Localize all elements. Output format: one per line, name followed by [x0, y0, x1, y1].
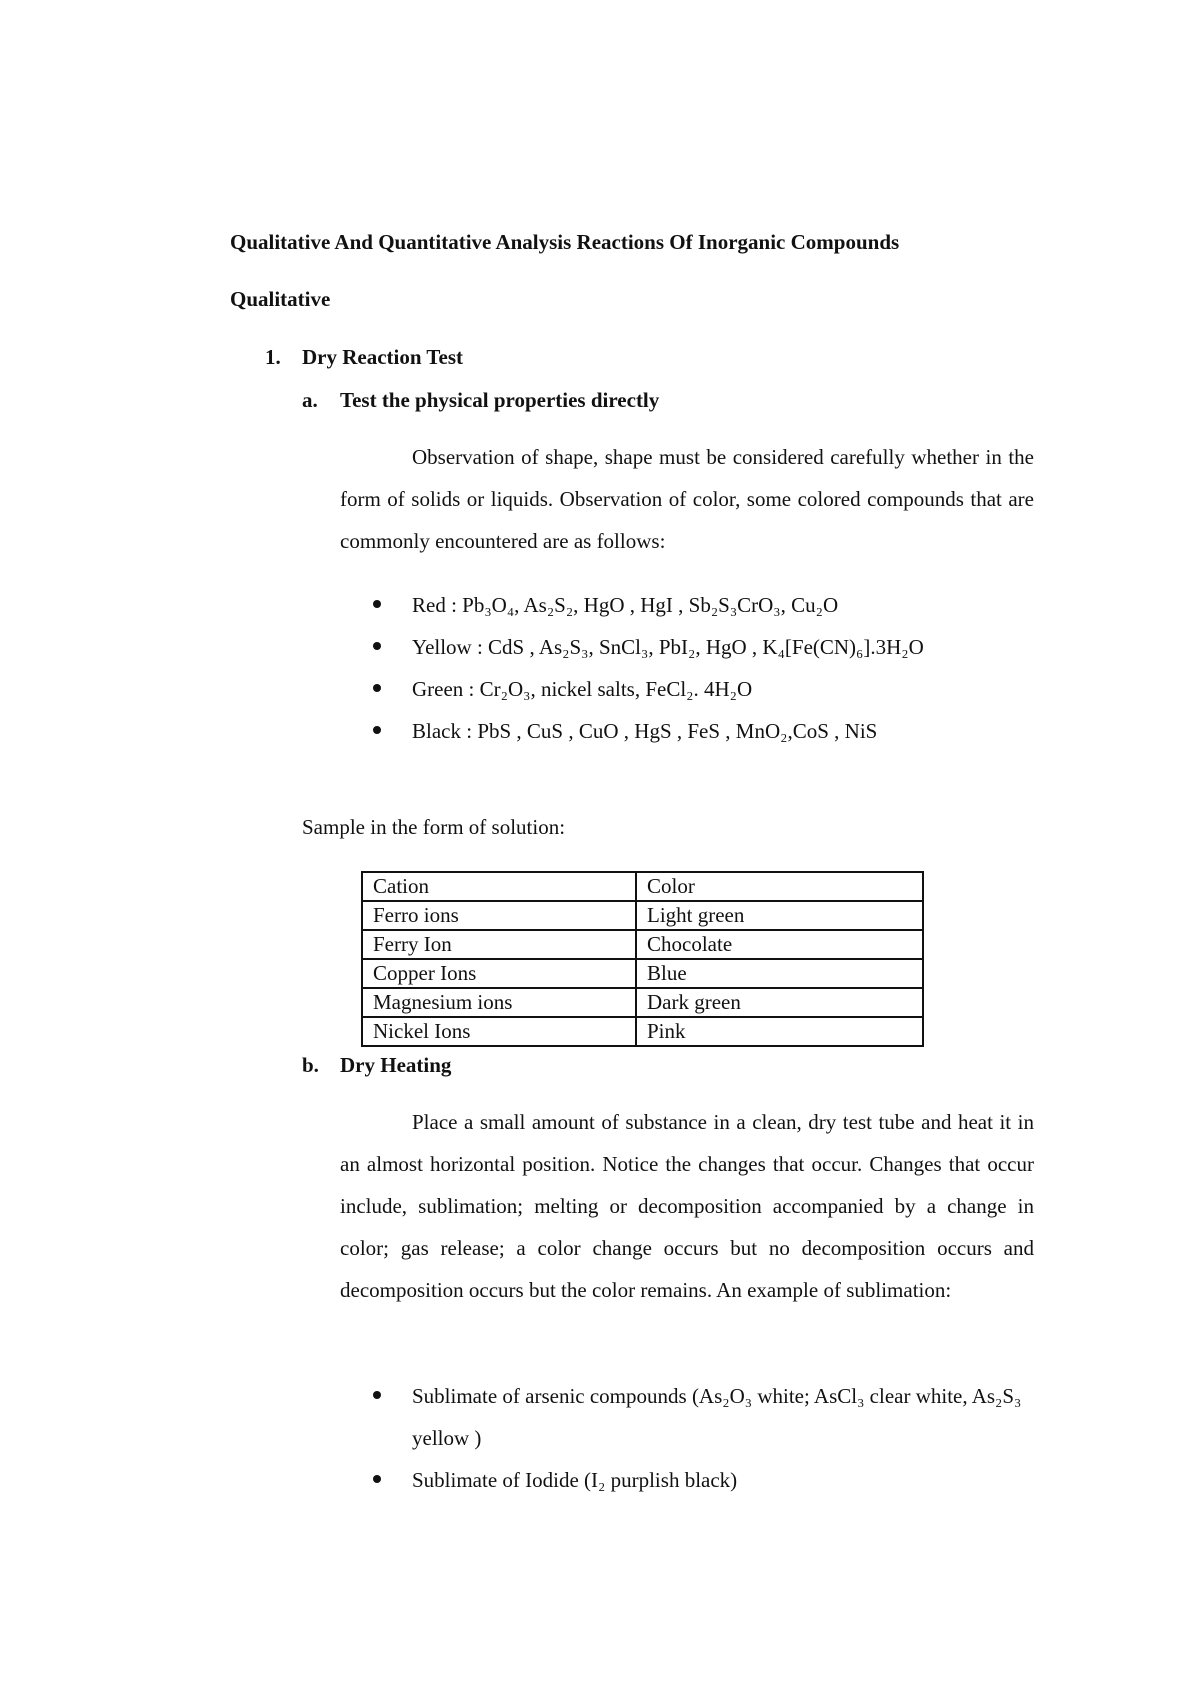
paragraph-physical-properties: Observation of shape, shape must be considered carefully whether in the form of solids or liquids. Observation of color, some colored compounds that are commonly encountered are as follows:	[340, 445, 1034, 553]
table-row	[362, 901, 923, 930]
color-green: Green : Cr₂O₃, nickel salts, FeCl₂. 4H₂O	[412, 677, 753, 701]
table-header-cell: Cation	[362, 872, 636, 901]
bullet-icon	[373, 1391, 381, 1399]
bullet-icon	[373, 1475, 381, 1483]
subitem-marker-b: b.	[302, 1053, 319, 1077]
list-item	[340, 1375, 1034, 1459]
sublimate-arsenic: Sublimate of arsenic compounds (As₂O₃ white; AsCl₃ clear white, As₂S₃ yellow )	[412, 1384, 1022, 1450]
table-header-cell: Color	[636, 872, 923, 901]
table-header-row	[362, 872, 923, 901]
table-cell: Ferro ions	[362, 901, 636, 930]
list-item	[340, 1459, 1034, 1501]
table-row	[362, 988, 923, 1017]
table-cell: Dark green	[636, 988, 923, 1017]
section-heading: Qualitative	[230, 287, 331, 311]
bullet-icon	[373, 684, 381, 692]
color-yellow: Yellow : CdS , As₂S₃, SnCl₃, PbI₂, HgO , K₄[Fe(CN)₆].3H₂O	[412, 635, 924, 659]
document-title: Qualitative And Quantitative Analysis Reactions Of Inorganic Compounds	[230, 230, 900, 254]
subitem-marker-a: a.	[302, 388, 318, 412]
list-item	[340, 710, 1034, 752]
item-number: 1.	[265, 345, 281, 369]
table-row	[362, 1017, 923, 1046]
table-cell: Magnesium ions	[362, 988, 636, 1017]
bullet-icon	[373, 726, 381, 734]
bullet-icon	[373, 600, 381, 608]
color-red: Red : Pb₃O₄, As₂S₂, HgO , HgI , Sb₂S₃CrO₃, Cu₂O	[412, 593, 839, 617]
table-cell: Light green	[636, 901, 923, 930]
table-row	[362, 959, 923, 988]
table-cell: Copper Ions	[362, 959, 636, 988]
item-heading: Dry Reaction Test	[302, 345, 463, 369]
sublimate-iodide: Sublimate of Iodide (I₂ purplish black)	[412, 1468, 738, 1492]
table-cell: Ferry Ion	[362, 930, 636, 959]
subitem-heading-a: Test the physical properties directly	[340, 388, 660, 412]
table-cell: Pink	[636, 1017, 923, 1046]
table-row	[362, 930, 923, 959]
table-cell: Blue	[636, 959, 923, 988]
list-item	[340, 626, 1034, 668]
bullet-icon	[373, 642, 381, 650]
subitem-heading-b: Dry Heating	[340, 1053, 452, 1077]
table-cell: Chocolate	[636, 930, 923, 959]
table-cell: Nickel Ions	[362, 1017, 636, 1046]
list-item	[340, 668, 1034, 710]
cation-color-table	[361, 871, 924, 1047]
color-black: Black : PbS , CuS , CuO , HgS , FeS , MnO₂,CoS , NiS	[412, 719, 878, 743]
paragraph-dry-heating: Place a small amount of substance in a clean, dry test tube and heat it in an almost horizontal position. Notice the changes that occur. Changes that occur include, sublimation; melting or decomposition accompanied by a change in color; gas release; a color change occurs but no decomposition occurs and decomposition occurs but the color remains. An example of sublimation:	[340, 1110, 1034, 1302]
sample-label: Sample in the form of solution:	[302, 815, 566, 839]
color-list	[340, 584, 1034, 752]
list-item	[340, 584, 1034, 626]
sublimate-list	[340, 1375, 1034, 1501]
